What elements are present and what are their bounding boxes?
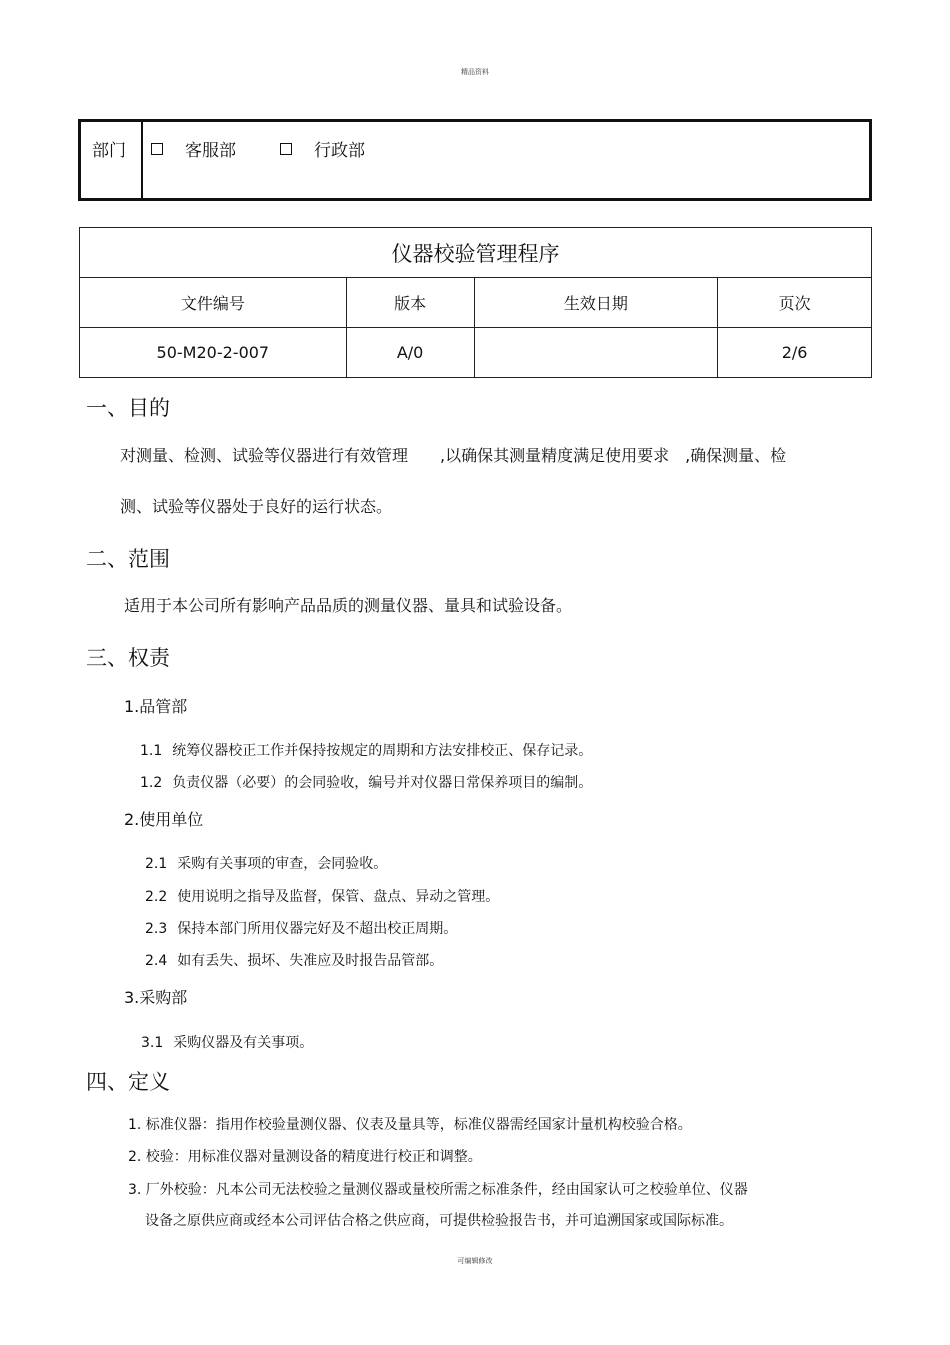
header-note: 精品资料 bbox=[461, 68, 489, 76]
definition-item: 3. 厂外校验：凡本公司无法校验之量测仪器或量校所需之标准条件，经由国家认可之校验单位、仪器 bbox=[128, 1182, 748, 1198]
checkbox-icon[interactable] bbox=[280, 143, 292, 155]
document-title: 仪器校验管理程序 bbox=[80, 228, 872, 278]
purpose-line-2: 测、试验等仪器处于良好的运行状态。 bbox=[120, 497, 393, 516]
header-version: 版本 bbox=[346, 278, 474, 328]
list-item: 2.2 使用说明之指导及监督，保管、盘点、异动之管理。 bbox=[145, 889, 500, 905]
duty-purchase-title: 3.采购部 bbox=[124, 988, 188, 1007]
value-effective-date bbox=[474, 328, 718, 378]
purpose-line-1: 对测量、检测、试验等仪器进行有效管理 ,以确保其测量精度满足使用要求 ,确保测量、检 bbox=[120, 446, 787, 465]
option-label: 行政部 bbox=[314, 141, 365, 161]
definition-item: 2. 校验：用标准仪器对量测设备的精度进行校正和调整。 bbox=[128, 1149, 482, 1165]
option-customer-service[interactable] bbox=[151, 136, 236, 161]
section-heading-scope: 二、范围 bbox=[86, 547, 170, 571]
department-box bbox=[78, 119, 872, 201]
duty-user-title: 2.使用单位 bbox=[124, 810, 204, 829]
scope-text: 适用于本公司所有影响产品品质的测量仪器、量具和试验设备。 bbox=[124, 596, 573, 615]
header-page: 页次 bbox=[718, 278, 872, 328]
list-item: 1.1 统筹仪器校正工作并保持按规定的周期和方法安排校正、保存记录。 bbox=[140, 743, 593, 759]
list-item: 1.2 负责仪器（必要）的会同验收，编号并对仪器日常保养项目的编制。 bbox=[140, 775, 593, 791]
option-administration[interactable] bbox=[280, 136, 365, 161]
value-page: 2/6 bbox=[718, 328, 872, 378]
header-effective-date: 生效日期 bbox=[474, 278, 718, 328]
section-heading-purpose: 一、目的 bbox=[86, 396, 170, 420]
list-item: 3.1 采购仪器及有关事项。 bbox=[141, 1035, 314, 1051]
list-item: 2.1 采购有关事项的审查，会同验收。 bbox=[145, 856, 388, 872]
value-doc-number: 50-M20-2-007 bbox=[80, 328, 347, 378]
list-item: 2.4 如有丢失、损坏、失准应及时报告品管部。 bbox=[145, 953, 444, 969]
header-doc-number: 文件编号 bbox=[80, 278, 347, 328]
department-label: 部门 bbox=[81, 122, 143, 198]
footer-note: 可编辑修改 bbox=[457, 1257, 493, 1265]
department-options bbox=[143, 122, 409, 198]
checkbox-icon[interactable] bbox=[151, 143, 163, 155]
option-label: 客服部 bbox=[185, 141, 236, 161]
document-info-table bbox=[79, 227, 872, 378]
section-heading-duties: 三、权责 bbox=[86, 646, 170, 670]
section-heading-definitions: 四、定义 bbox=[86, 1070, 170, 1094]
list-item: 2.3 保持本部门所用仪器完好及不超出校正周期。 bbox=[145, 921, 458, 937]
definition-item-continued: 设备之原供应商或经本公司评估合格之供应商，可提供检验报告书，并可追溯国家或国际标准。 bbox=[145, 1213, 733, 1229]
definition-item: 1. 标准仪器：指用作校验量测仪器、仪表及量具等，标准仪器需经国家计量机构校验合格。 bbox=[128, 1117, 692, 1133]
duty-qc-title: 1.品管部 bbox=[124, 697, 188, 716]
value-version: A/0 bbox=[346, 328, 474, 378]
